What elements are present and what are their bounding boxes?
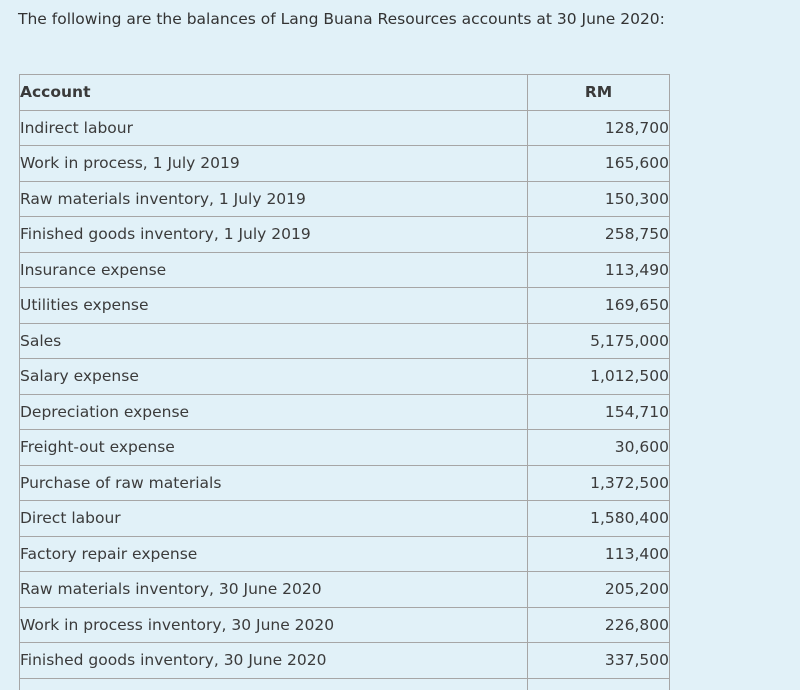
amount-cell: 1,580,400 [528,501,670,537]
amount-cell: 30,600 [528,430,670,466]
table-row [20,359,670,395]
account-cell: Finished goods inventory, 1 July 2019 [20,217,528,253]
table-row [20,607,670,643]
amount-cell: 1,372,500 [528,465,670,501]
table-row [20,110,670,146]
account-cell: Insurance expense [20,252,528,288]
account-cell: Finished goods inventory, 30 June 2020 [20,643,528,679]
table-row-cutoff [20,678,670,690]
column-header-rm: RM [528,75,670,111]
account-cell: Depreciation expense [20,394,528,430]
table-row [20,323,670,359]
table-row [20,501,670,537]
amount-cell: 154,710 [528,394,670,430]
table-row [20,181,670,217]
account-cell: Work in process, 1 July 2019 [20,146,528,182]
account-cell: Indirect labour [20,110,528,146]
cutoff-cell [528,678,670,690]
table-row [20,217,670,253]
table-row [20,394,670,430]
table-header-row [20,75,670,111]
account-cell: Raw materials inventory, 30 June 2020 [20,572,528,608]
amount-cell: 165,600 [528,146,670,182]
amount-cell: 169,650 [528,288,670,324]
amount-cell: 337,500 [528,643,670,679]
account-cell: Sales [20,323,528,359]
table-row [20,572,670,608]
table-row [20,430,670,466]
account-cell: Direct labour [20,501,528,537]
table-row [20,643,670,679]
account-cell: Factory repair expense [20,536,528,572]
amount-cell: 113,400 [528,536,670,572]
account-cell: Freight-out expense [20,430,528,466]
account-cell: Purchase of raw materials [20,465,528,501]
amount-cell: 5,175,000 [528,323,670,359]
table-row [20,146,670,182]
amount-cell: 205,200 [528,572,670,608]
amount-cell: 113,490 [528,252,670,288]
column-header-account: Account [20,75,528,111]
table-row [20,288,670,324]
intro-text: The following are the balances of Lang Buana Resources accounts at 30 June 2020: [18,10,665,28]
balances-table [19,74,670,690]
account-cell: Raw materials inventory, 1 July 2019 [20,181,528,217]
amount-cell: 226,800 [528,607,670,643]
table-row [20,536,670,572]
amount-cell: 128,700 [528,110,670,146]
table-row [20,252,670,288]
table-row [20,465,670,501]
account-cell: Utilities expense [20,288,528,324]
amount-cell: 1,012,500 [528,359,670,395]
amount-cell: 258,750 [528,217,670,253]
amount-cell: 150,300 [528,181,670,217]
cutoff-cell [20,678,528,690]
account-cell: Salary expense [20,359,528,395]
account-cell: Work in process inventory, 30 June 2020 [20,607,528,643]
